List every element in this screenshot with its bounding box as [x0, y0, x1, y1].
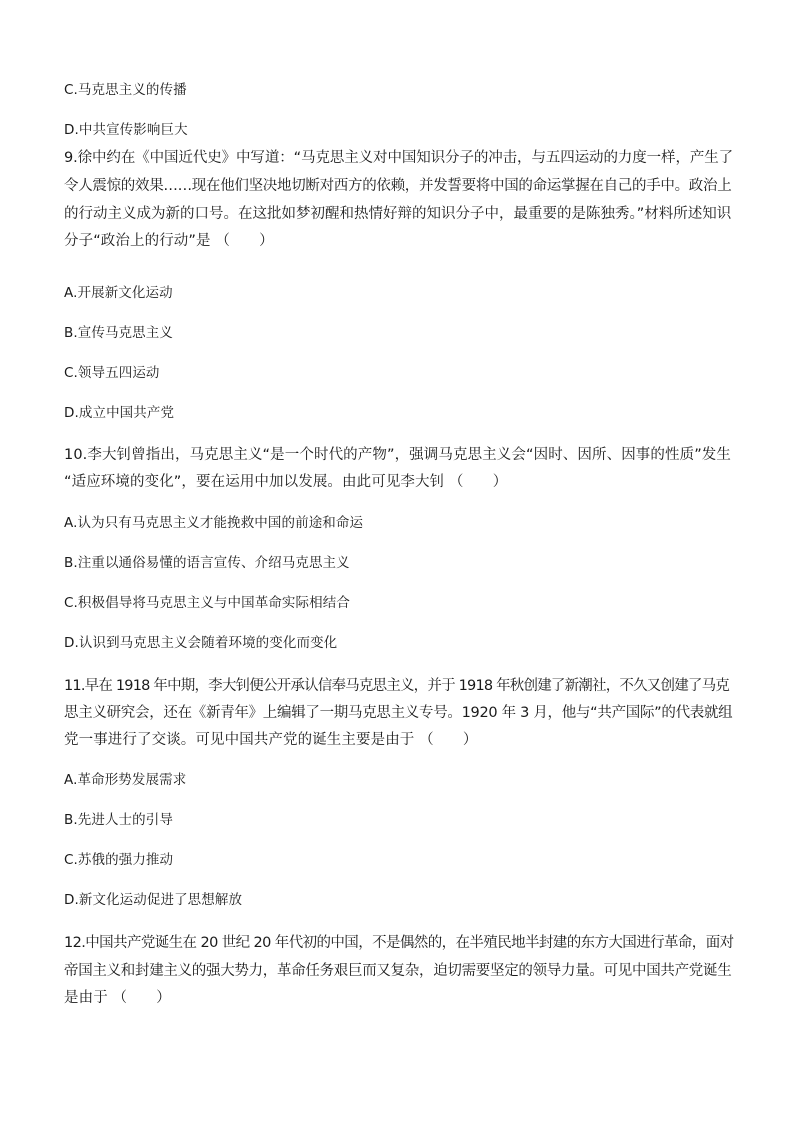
question-10-option-a: A.认为只有马克思主义才能挽救中国的前途和命运 [64, 515, 364, 531]
question-10-option-c: C.积极倡导将马克思主义与中国革命实际相结合 [64, 595, 350, 611]
question-9-stem-line-1: 9.徐中约在《中国近代史》中写道：“马克思主义对中国知识分子的冲击，与五四运动的力度一样，产生了 [64, 150, 734, 166]
question-9-option-d: D.成立中国共产党 [64, 405, 175, 421]
question-10-stem-line-2: “适应环境的变化”，要在运用中加以发展。由此可见李大钊 （ ） [64, 474, 508, 490]
question-9-stem-line-3: 的行动主义成为新的口号。在这批如梦初醒和热情好辩的知识分子中，最重要的是陈独秀。”材料所述知识 [64, 206, 732, 222]
option-c-prev: C.马克思主义的传播 [64, 82, 187, 98]
question-11-option-c: C.苏俄的强力推动 [64, 852, 174, 868]
question-11-option-d: D.新文化运动促进了思想解放 [64, 892, 243, 908]
question-9-option-a: A.开展新文化运动 [64, 285, 173, 301]
question-10-stem-line-1: 10.李大钊曾指出，马克思主义“是一个时代的产物”，强调马克思主义会“因时、因所、因事的性质”发生 [64, 447, 732, 463]
question-12-stem-line-2: 帝国主义和封建主义的强大势力，革命任务艰巨而又复杂，迫切需要坚定的领导力量。可见中国共产党诞生 [64, 963, 732, 979]
question-9-option-c: C.领导五四运动 [64, 365, 160, 381]
question-11-option-a: A.革命形势发展需求 [64, 772, 187, 788]
question-10-option-d: D.认识到马克思主义会随着环境的变化而变化 [64, 635, 338, 651]
question-11-stem-line-2: 思主义研究会，还在《新青年》上编辑了一期马克思主义专号。1920 年 3 月，他与“共产国际”的代表就组 [64, 705, 733, 721]
question-9-stem-line-2: 令人震惊的效果……现在他们坚决地切断对西方的依赖，并发誓要将中国的命运掌握在自己的手中。政治上 [64, 178, 732, 194]
question-11-stem-line-3: 党一事进行了交谈。可见中国共产党的诞生主要是由于 （ ） [64, 732, 478, 748]
option-d-prev: D.中共宣传影响巨大 [64, 122, 188, 138]
question-9-stem-line-4: 分子“政治上的行动”是 （ ） [64, 233, 274, 249]
question-11-option-b: B.先进人士的引导 [64, 812, 173, 828]
question-11-stem-line-1: 11.早在 1918 年中期，李大钊便公开承认信奉马克思主义，并于 1918 年秋创建了新潮社，不久又创建了马克 [64, 678, 729, 694]
question-12-stem-line-3: 是由于 （ ） [64, 990, 171, 1006]
question-10-option-b: B.注重以通俗易懂的语言宣传、介绍马克思主义 [64, 555, 350, 571]
question-9-option-b: B.宣传马克思主义 [64, 325, 173, 341]
question-12-stem-line-1: 12.中国共产党诞生在 20 世纪 20 年代初的中国，不是偶然的，在半殖民地半封建的东方大国进行革命，面对 [64, 935, 734, 951]
